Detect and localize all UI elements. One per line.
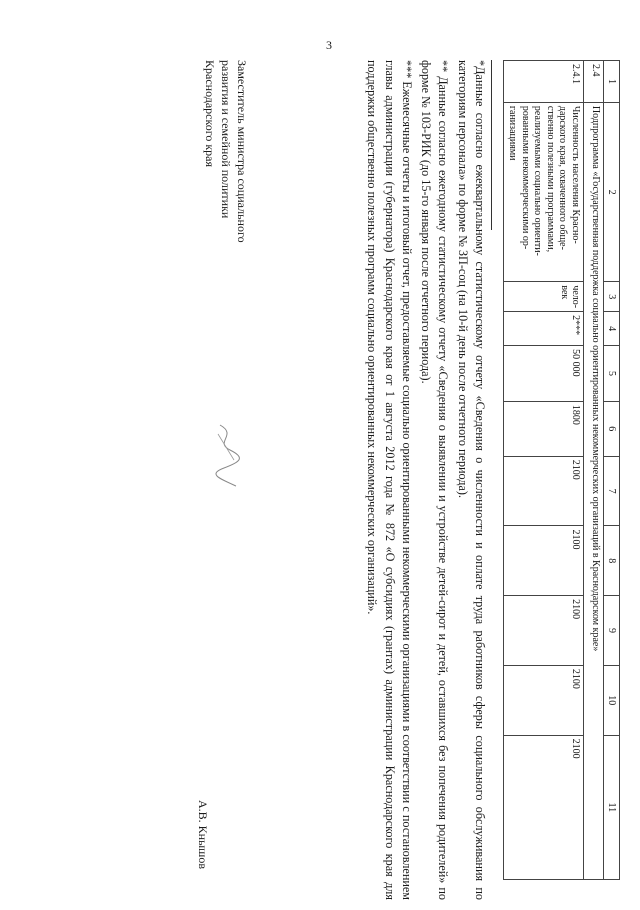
indicator-line: реализуемыми социально ориенти- (532, 105, 544, 256)
footnote-3: *** Ежемесячные отчеты и итоговый отчет, предоставляемые социально ориентированными некоммерческими организациями в соответствии с постановлением главы администрации (губернатора) Краснодарского края от 1 августа 2012 года № 872 «О субсидиях (грантах) администрации Краснодарского края для поддержки общественно полезных программ социально ориентированных некоммерческих организаций». (365, 60, 414, 900)
subprogram-row (584, 61, 604, 880)
table-header-row (604, 61, 620, 880)
cell-col-8: 2100 (504, 526, 584, 596)
indicator-line: ганизациями (507, 105, 519, 161)
footnote-2: ** Данные согласно ежегодному статистическому отчету «Сведения о выявлении и устройстве детей-сирот и детей, оставшихся без попечения родителей» по форме № 103-РИК (до 15-го января после отчетного периода). (419, 60, 451, 900)
position-line: развития и семейной политики (219, 60, 233, 219)
header-col-11: 11 (604, 735, 620, 879)
header-col-8: 8 (604, 526, 620, 596)
header-col-3: 3 (604, 282, 620, 312)
page-number: 3 (326, 38, 332, 52)
handwritten-signature (208, 420, 248, 490)
unit-line: чело- (570, 285, 581, 309)
footnotes (361, 60, 488, 900)
footnote-1: *Данные согласно ежеквартальному статистическому отчету «Сведения о численности и оплате труда работников сферы социального обслуживания по категориям персонала» по форме № ЗП-соц (на 10-й день после отчетного периода). (455, 60, 487, 900)
indicator-line: дарского края, охваченного обще- (557, 105, 569, 250)
row-number: 2.4.1 (504, 61, 584, 103)
indicator-line: рованными некоммерческими ор- (520, 105, 531, 250)
indicators-table (503, 60, 620, 880)
cell-col-10: 2100 (504, 665, 584, 735)
cell-col-6: 1800 (504, 401, 584, 456)
subprogram-title: Подпрограмма «Государственная поддержка социально ориентированных некоммерческих организаций в Краснодарском крае» (584, 102, 604, 879)
position-line: Краснодарского края (203, 60, 217, 168)
footnote-separator (491, 60, 492, 230)
subprogram-number: 2.4 (584, 61, 604, 103)
header-col-4: 4 (604, 312, 620, 346)
header-col-10: 10 (604, 665, 620, 735)
header-col-6: 6 (604, 401, 620, 456)
cell-col-7: 2100 (504, 456, 584, 526)
unit-cell (504, 282, 584, 312)
header-col-9: 9 (604, 596, 620, 666)
cell-col-4: 2*** (504, 312, 584, 346)
indicator-name (504, 102, 584, 281)
header-col-5: 5 (604, 346, 620, 402)
header-col-1: 1 (604, 61, 620, 103)
cell-col-9: 2100 (504, 596, 584, 666)
header-col-7: 7 (604, 456, 620, 526)
rotated-content (170, 60, 640, 910)
cell-col-11: 2100 (504, 735, 584, 879)
position-line: Заместитель министра социального (235, 60, 249, 243)
signatory-name: А.В. Кнышов (196, 800, 210, 870)
table-row (504, 61, 584, 880)
unit-line: век (559, 285, 570, 300)
signatory-position (202, 60, 250, 243)
cell-col-5: 50 000 (504, 346, 584, 402)
header-col-2: 2 (604, 102, 620, 281)
indicator-line: ственно полезными программами, (545, 105, 556, 253)
indicator-line: Численность населения Красно- (570, 105, 581, 244)
